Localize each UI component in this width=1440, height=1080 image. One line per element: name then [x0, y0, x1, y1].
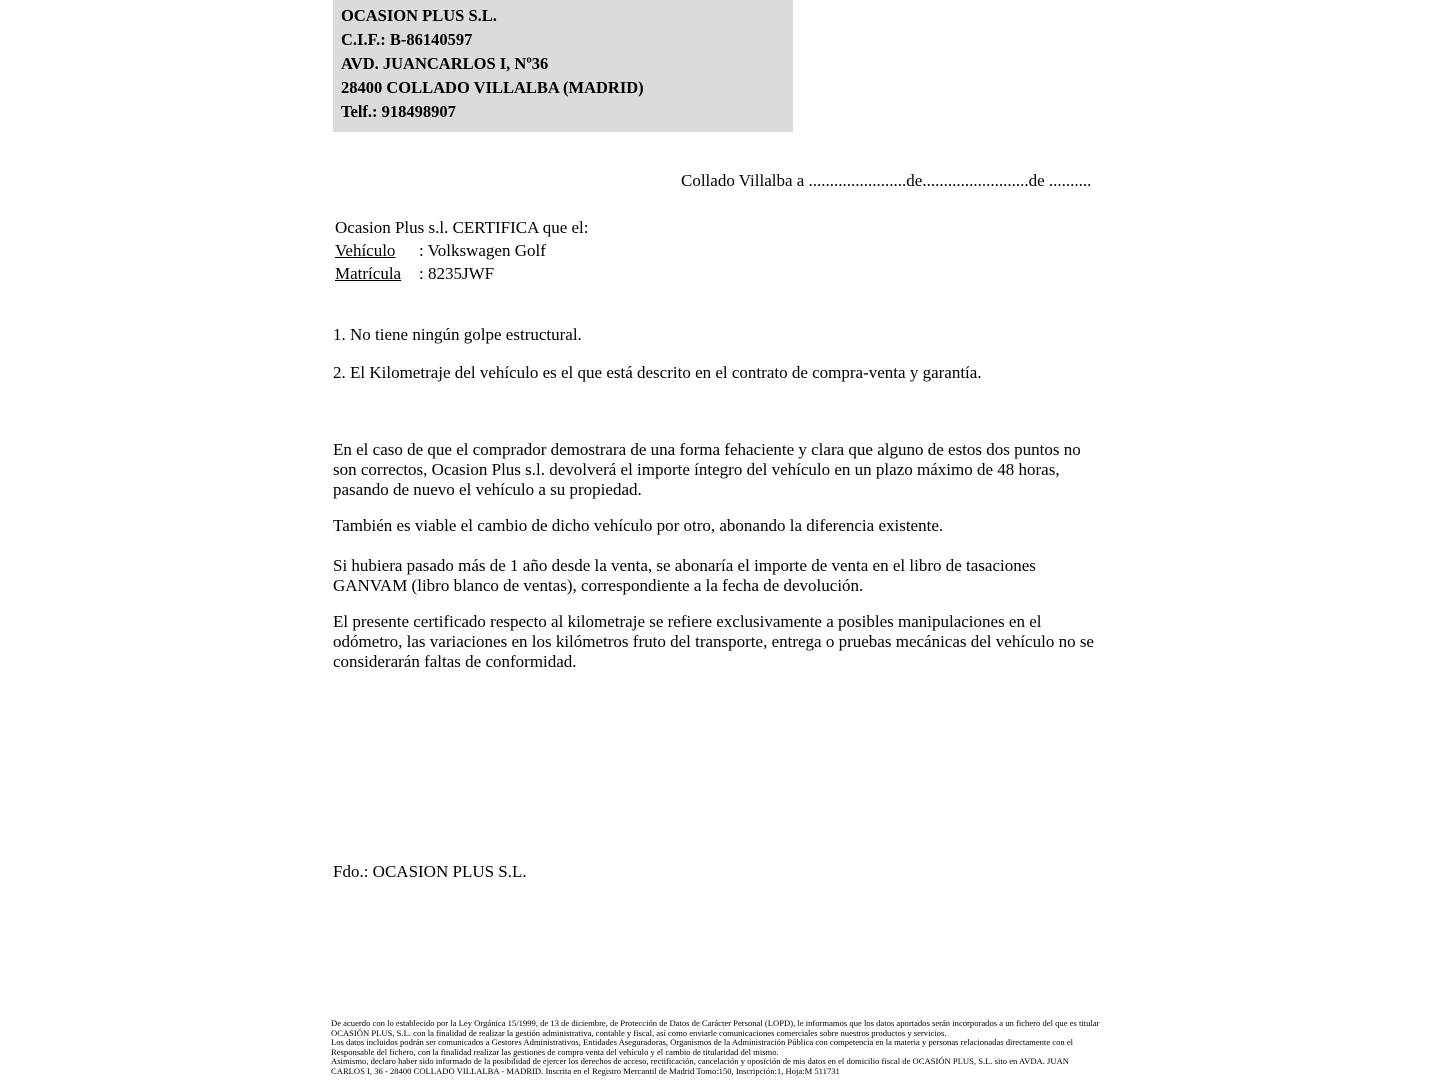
company-city: 28400 COLLADO VILLALBA (MADRID)	[341, 78, 644, 97]
plate-label: Matrícula	[335, 264, 402, 283]
date-line: Collado Villalba a .......................de.........................de ..........	[681, 171, 1092, 190]
company-address: AVD. JUANCARLOS I, Nº36	[341, 54, 549, 73]
vehicle-row	[335, 239, 589, 262]
condition-point-2: 2. El Kilometraje del vehículo es el que está descrito en el contrato de compra-venta y garantía.	[333, 363, 982, 382]
company-header-box	[333, 0, 793, 132]
footer-line-1: De acuerdo con lo establecido por la Ley Orgánica 15/1999, de 13 de diciembre, de Protección de Datos de Carácter Personal (LOPD), le informamos que los datos aportados serán incorporados a un fichero del que es titular OCASIÓN PLUS, S.L. con la finalidad de realizar la gestión administrativa, contable y fiscal, así como enviarle comunicaciones comerciales sobre nuestros productos y servicios.	[331, 1018, 1100, 1038]
footer-line-3: Asimismo, declaro haber sido informado de la posibilidad de ejercer los derechos de acceso, rectificación, cancelación y oposición de mis datos en el domicilio fiscal de OCASIÓN PLUS, S.L. sito en AVDA. JUAN CARLOS I, 36 - 28400 COLLADO VILLALBA - MADRID. Inscrita en el Registro Mercantil de Madrid Tomo:150, Inscripción:1, Hoja:M 511731	[331, 1056, 1070, 1076]
vehicle-label: Vehículo	[335, 241, 396, 260]
signature-line: Fdo.: OCASION PLUS S.L.	[333, 862, 527, 881]
plate-row	[335, 262, 589, 285]
plate-value: : 8235JWF	[419, 264, 495, 283]
paragraph-odometer: El presente certificado respecto al kilometraje se refiere exclusivamente a posibles manipulaciones en el odómetro, las variaciones en los kilómetros fruto del transporte, entrega o pruebas mecánicas del vehículo no se considerarán faltas de conformidad.	[333, 612, 1094, 671]
condition-point-1: 1. No tiene ningún golpe estructural.	[333, 325, 582, 344]
paragraph-refund: En el caso de que el comprador demostrara de una forma fehaciente y clara que alguno de estos dos puntos no son correctos, Ocasion Plus s.l. devolverá el importe íntegro del vehículo en un plazo máximo de 48 horas, pasando de nuevo el vehículo a su propiedad.	[333, 440, 1081, 499]
company-cif: C.I.F.: B-86140597	[341, 30, 473, 49]
footer-line-2: Los datos incluidos podrán ser comunicados a Gestores Administrativos, Entidades Aseguradoras, Organismos de la Administración Pública con competencia en la materia y personas relacionadas directamente con el Responsable del fichero, con la finalidad realizar las gestiones de compra venta del vehículo y el cambio de titularidad del mismo.	[331, 1037, 1074, 1057]
paragraph-ganvam: Si hubiera pasado más de 1 año desde la venta, se abonaría el importe de venta en el libro de tasaciones GANVAM (libro blanco de ventas), correspondiente a la fecha de devolución.	[333, 556, 1036, 595]
legal-footer	[331, 1019, 1103, 1077]
paragraph-exchange: También es viable el cambio de dicho vehículo por otro, abonando la diferencia existente.	[333, 516, 944, 535]
vehicle-value: : Volkswagen Golf	[419, 241, 546, 260]
company-name: OCASION PLUS S.L.	[341, 6, 497, 25]
certifica-intro: Ocasion Plus s.l. CERTIFICA que el:	[335, 218, 589, 237]
company-phone: Telf.: 918498907	[341, 102, 456, 121]
certification-block	[335, 216, 589, 285]
